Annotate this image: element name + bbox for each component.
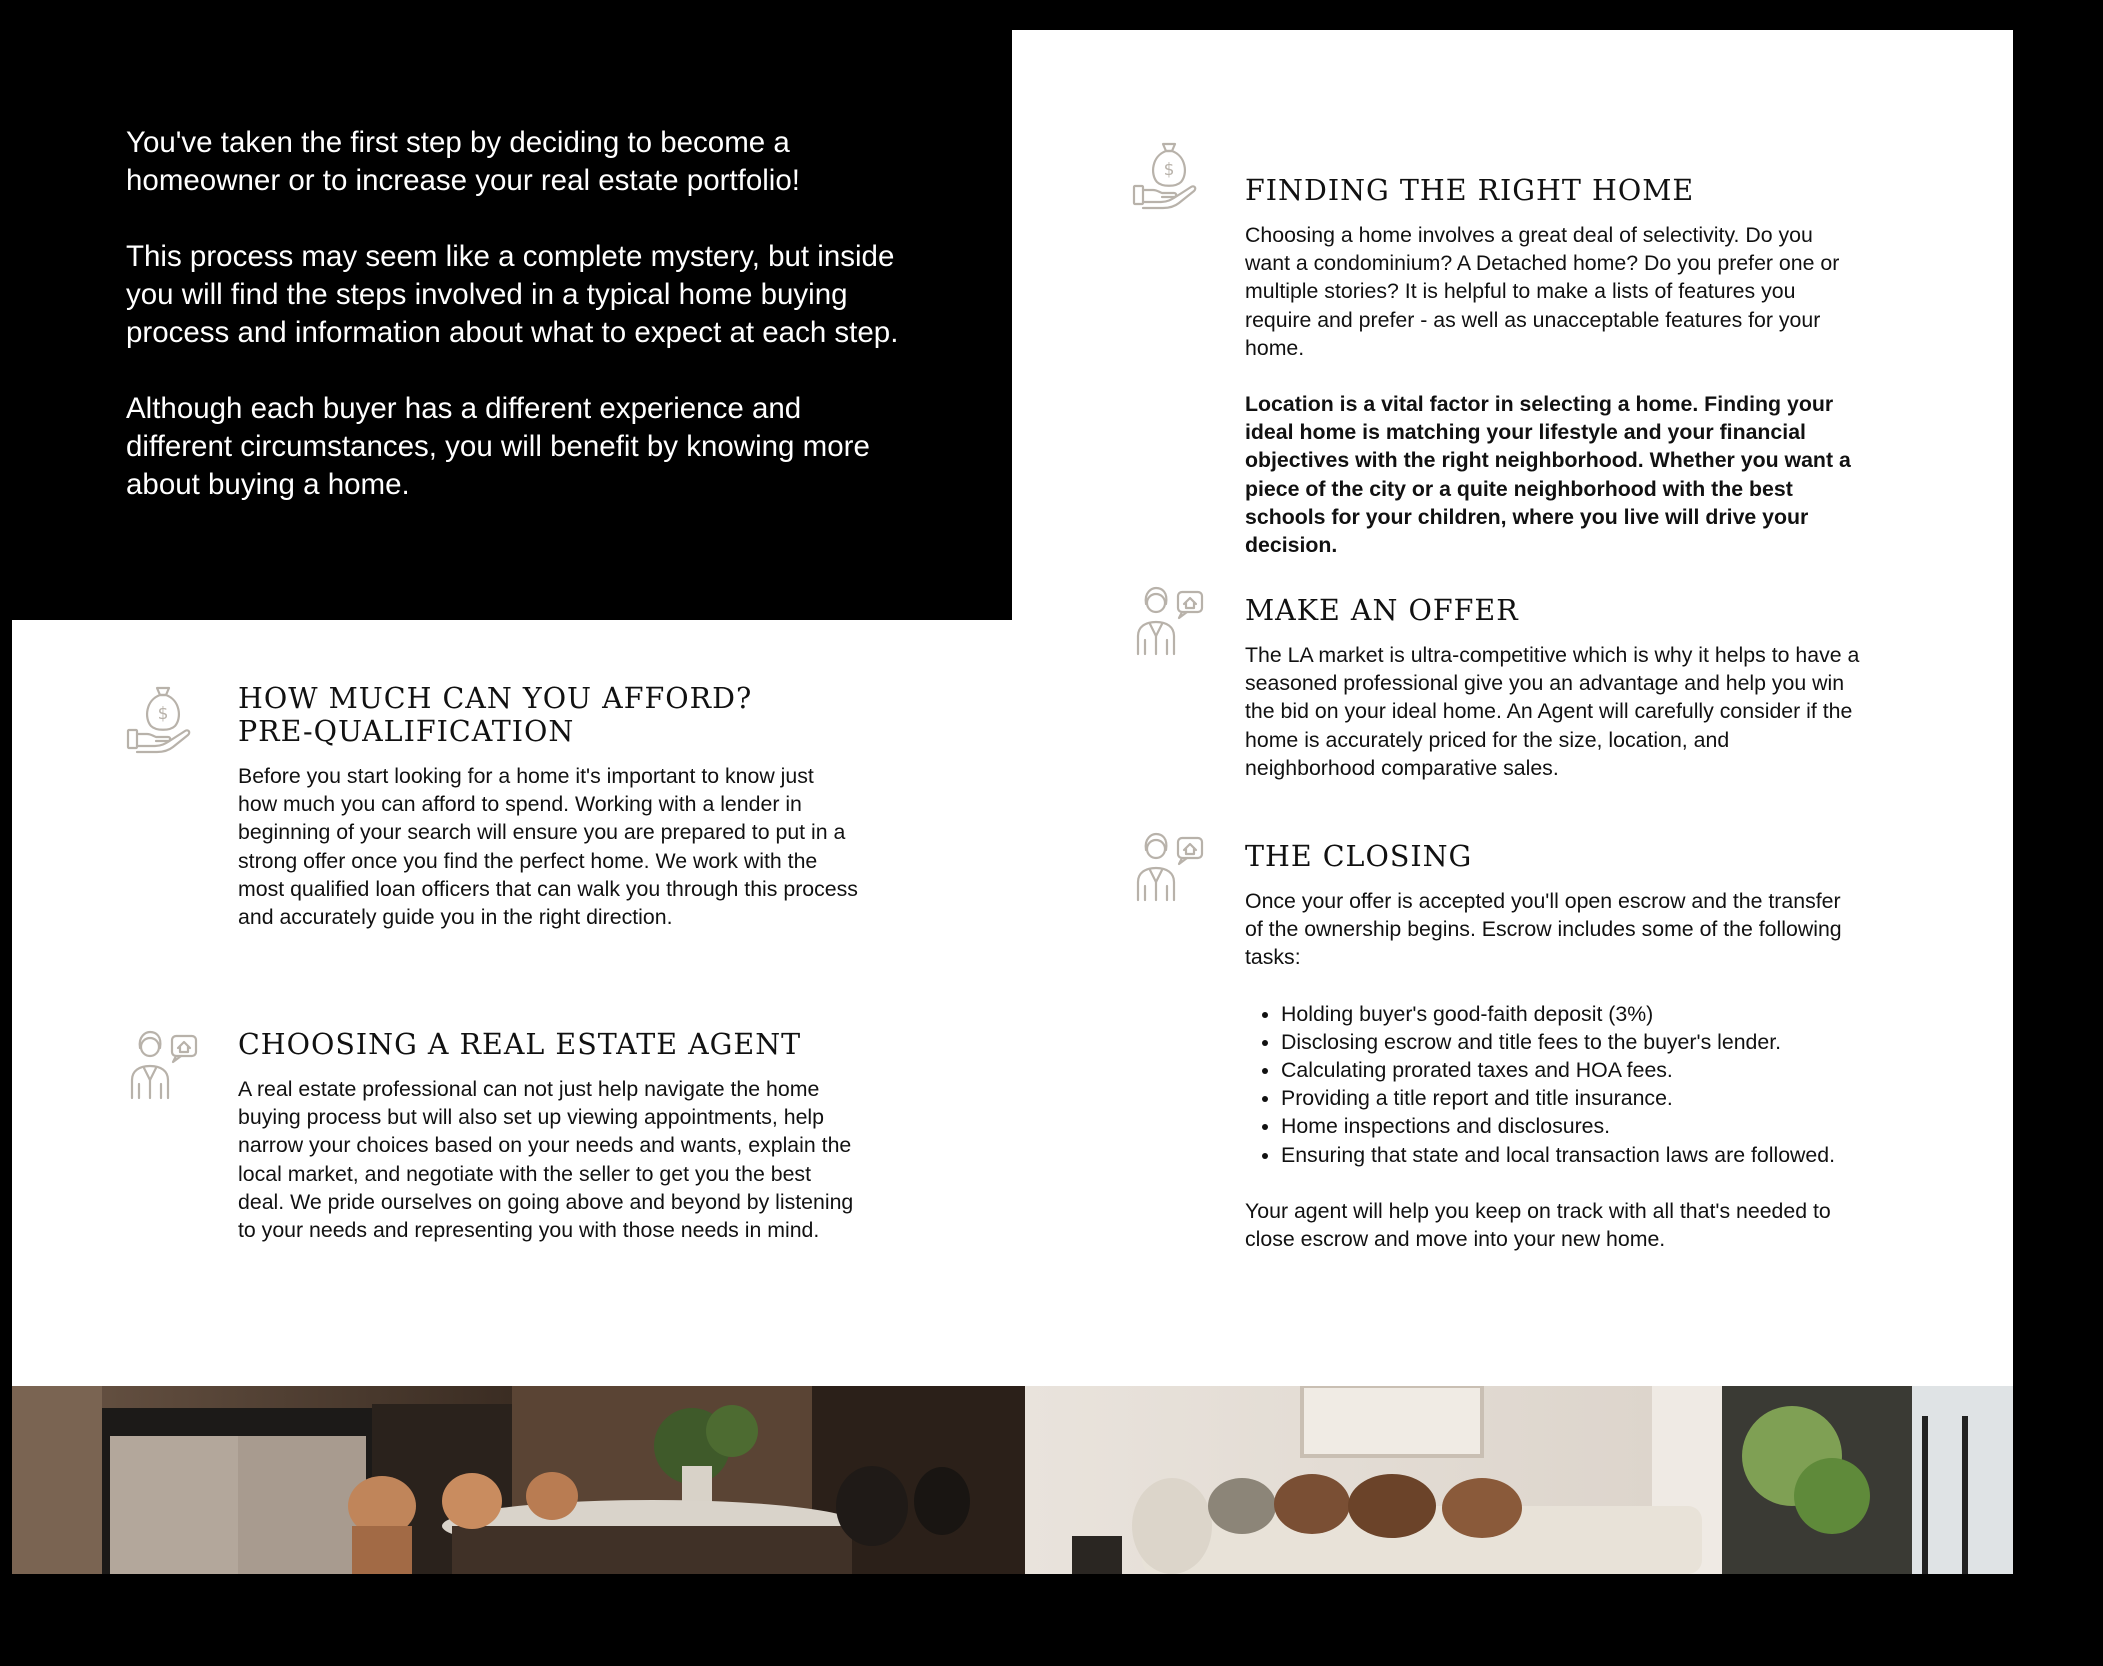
section-afford [126, 682, 886, 931]
interior-photo [12, 1386, 2013, 1574]
agent-house-icon [1132, 584, 1206, 658]
body-text: Before you start looking for a home it's important to know just how much you can afford to spend. Working with a lender in beginning of your search will ensure you are prepared to put in a strong offer once you find the perfect home. We work with the most qualified loan officers that can walk you through this process and accurately guide you in the right direction. [238, 764, 858, 930]
left-panel [12, 620, 1012, 1386]
section-body [1245, 887, 1860, 1253]
section-title: CHOOSING A REAL ESTATE AGENT [238, 1028, 802, 1061]
agent-house-icon [1132, 830, 1206, 904]
section-offer [1132, 584, 1892, 782]
title-line: PRE-QUALIFICATION [238, 715, 575, 748]
section-title: THE CLOSING [1245, 840, 1473, 873]
intro-paragraph: This process may seem like a complete mystery, but inside you will find the steps involved in a typical home buying process and information about what to expect at each step. [126, 240, 899, 349]
section-body [238, 1075, 858, 1244]
right-panel [1012, 30, 2013, 1386]
section-title: FINDING THE RIGHT HOME [1245, 174, 1695, 207]
section-closing [1132, 830, 1892, 1253]
agent-house-icon [126, 1028, 200, 1102]
money-bag-hand-icon [126, 682, 200, 756]
interior-photo-strip [12, 1386, 2013, 1574]
body-text: Once your offer is accepted you'll open escrow and the transfer of the ownership begins. Escrow includes some of the following tasks: [1245, 889, 1842, 970]
section-body [238, 762, 858, 931]
body-text: The LA market is ultra-competitive which is why it helps to have a seasoned professional give you an advantage and help you win the bid on your ideal home. An Agent will carefully consider if the home is accurately priced for the size, location, and neighborhood comparative sales. [1245, 643, 1860, 780]
title-line: HOW MUCH CAN YOU AFFORD? [238, 682, 753, 715]
list-item: • Disclosing escrow and title fees to the buyer's lender. [1281, 1028, 1860, 1056]
section-body [1245, 641, 1860, 782]
list-item: • Holding buyer's good-faith deposit (3%) [1281, 1000, 1860, 1028]
list-item: • Providing a title report and title insurance. [1281, 1084, 1860, 1112]
body-text: A real estate professional can not just help navigate the home buying process but will also set up viewing appointments, help narrow your choices based on your needs and wants, explain the local market, and negotiate with the seller to get you the best deal. We pride ourselves on going above and beyond by listening to your needs and representing you with those needs in mind. [238, 1077, 854, 1243]
section-finding [1132, 138, 1892, 559]
list-item: • Ensuring that state and local transaction laws are followed. [1281, 1141, 1860, 1169]
section-agent [126, 1028, 886, 1244]
intro-text [126, 124, 906, 542]
body-text: Choosing a home involves a great deal of selectivity. Do you want a condominium? A Detached home? Do you prefer one or multiple stories? It is helpful to make a lists of features you require and prefer - as well as unacceptable features for your home. [1245, 223, 1840, 360]
escrow-task-list [1245, 1000, 1860, 1169]
body-text: Your agent will help you keep on track with all that's needed to close escrow and move into your new home. [1245, 1198, 1831, 1252]
intro-paragraph: You've taken the first step by deciding to become a homeowner or to increase your real estate portfolio! [126, 126, 800, 197]
section-title: MAKE AN OFFER [1245, 594, 1519, 627]
money-bag-hand-icon [1132, 138, 1206, 212]
section-body [1245, 221, 1860, 559]
list-item: • Home inspections and disclosures. [1281, 1112, 1860, 1140]
svg-text:$: $ [1163, 160, 1175, 180]
body-text-bold: Location is a vital factor in selecting a home. Finding your ideal home is matching your lifestyle and your financial objectives with the right neighborhood. Whether you want a piece of the city or a quite neighborhood with the best schools for your children, where you live will drive your decision. [1245, 392, 1851, 558]
svg-text:$: $ [157, 704, 169, 724]
section-title [238, 682, 886, 748]
intro-paragraph: Although each buyer has a different experience and different circumstances, you will benefit by knowing more about buying a home. [126, 392, 870, 501]
list-item: • Calculating prorated taxes and HOA fees. [1281, 1056, 1860, 1084]
